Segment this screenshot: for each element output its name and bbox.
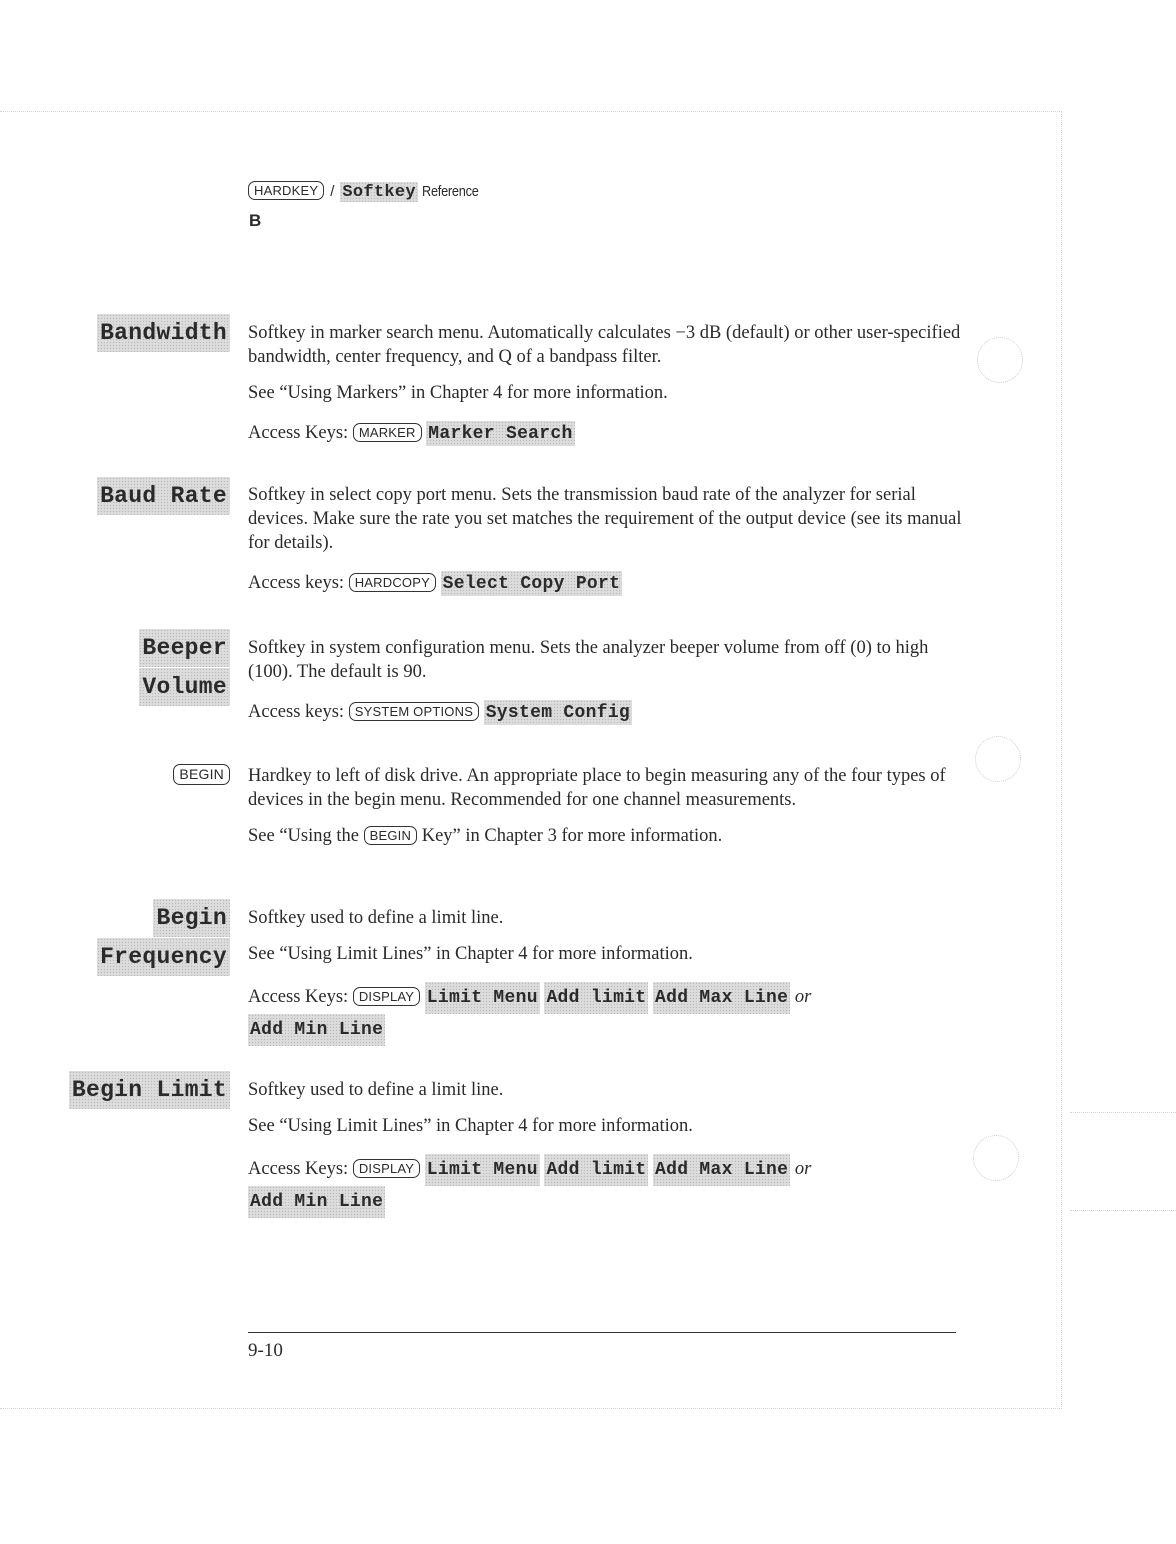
- access-label: Access keys:: [248, 702, 345, 722]
- access-label: Access keys:: [248, 573, 345, 593]
- entry-description: Softkey used to define a limit line.: [248, 908, 504, 928]
- hardkey-display: DISPLAY: [353, 987, 420, 1006]
- term-softkey-line2: Frequency: [97, 938, 230, 976]
- or-connector: or: [794, 987, 812, 1007]
- term-softkey-line1: Begin: [153, 899, 230, 937]
- term-softkey: Baud Rate: [97, 477, 230, 515]
- entry-see-also: [248, 824, 968, 848]
- entry-description: Softkey used to define a limit line.: [248, 1080, 504, 1100]
- softkey-limit-menu: Limit Menu: [425, 982, 540, 1014]
- page-edge-fragment: [1070, 1210, 1176, 1211]
- softkey-add-max-line: Add Max Line: [653, 982, 790, 1014]
- section-letter: B: [249, 211, 262, 230]
- softkey-add-min-line: Add Min Line: [248, 1014, 385, 1046]
- page-edge-bottom: [0, 1408, 1062, 1409]
- page-number: 9-10: [248, 1340, 283, 1361]
- access-keys: [248, 571, 968, 596]
- see-text-after: Key” in Chapter 3 for more information.: [421, 826, 723, 846]
- hardkey-system-options: SYSTEM OPTIONS: [349, 702, 479, 721]
- page-edge-right: [1061, 111, 1062, 1409]
- access-keys: [248, 421, 968, 446]
- softkey-add-min-line: Add Min Line: [248, 1186, 385, 1218]
- or-connector: or: [794, 1159, 812, 1179]
- entry-see-also: See “Using Limit Lines” in Chapter 4 for more information.: [248, 944, 693, 964]
- term-beeper-volume: [139, 629, 230, 707]
- term-begin-frequency: [97, 899, 230, 977]
- header-softkey-label: Softkey: [342, 183, 416, 202]
- softkey-limit-menu: Limit Menu: [425, 1154, 540, 1186]
- entry-begin-limit: [248, 1078, 968, 1230]
- entry-beeper-volume: [248, 636, 968, 737]
- page-edge-fragment: [1070, 1112, 1176, 1113]
- binder-hole: [975, 736, 1021, 782]
- softkey-select-copy-port: Select Copy Port: [441, 571, 623, 596]
- footer-rule: [248, 1332, 956, 1333]
- term-softkey: Bandwidth: [97, 314, 230, 352]
- softkey-add-limit: Add limit: [544, 982, 648, 1014]
- access-keys: [248, 700, 968, 725]
- entry-begin-frequency: [248, 906, 968, 1058]
- term-hardkey: BEGIN: [173, 764, 230, 785]
- access-keys: [248, 982, 968, 1046]
- entry-description: Softkey in select copy port menu. Sets the transmission baud rate of the analyzer for serial devices. Make sure the rate you set matches the requirement of the output device (see its manual for details).: [248, 485, 962, 553]
- header-separator: /: [330, 183, 335, 200]
- term-begin-limit: [69, 1071, 230, 1110]
- header-hardkey-label: HARDKEY: [248, 181, 324, 200]
- hardkey-hardcopy: HARDCOPY: [349, 573, 436, 592]
- hardkey-begin: BEGIN: [364, 826, 417, 845]
- access-label: Access Keys:: [248, 987, 349, 1007]
- term-begin: [173, 757, 230, 794]
- entry-description: Softkey in system configuration menu. Sets the analyzer beeper volume from off (0) to high (100). The default is 90.: [248, 638, 929, 682]
- entry-description: Softkey in marker search menu. Automatically calculates −3 dB (default) or other user-specified bandwidth, center frequency, and Q of a bandpass filter.: [248, 323, 961, 367]
- softkey-system-config: System Config: [484, 700, 632, 725]
- hardkey-marker: MARKER: [353, 423, 422, 442]
- binder-hole: [973, 1135, 1019, 1181]
- running-header: [248, 181, 488, 202]
- binder-hole: [977, 337, 1023, 383]
- term-softkey-line1: Beeper: [139, 629, 230, 667]
- entry-bandwidth: [248, 321, 968, 458]
- entry-see-also: See “Using Limit Lines” in Chapter 4 for more information.: [248, 1116, 693, 1136]
- term-softkey: Begin Limit: [69, 1071, 230, 1109]
- softkey-marker-search: Marker Search: [426, 421, 574, 446]
- hardkey-display: DISPLAY: [353, 1159, 420, 1178]
- term-baud-rate: [97, 477, 230, 516]
- header-reference-label: Reference: [421, 183, 479, 200]
- term-bandwidth: [97, 314, 230, 353]
- entry-begin: [248, 764, 968, 860]
- entry-description: Hardkey to left of disk drive. An appropriate place to begin measuring any of the four types of devices in the begin menu. Recommended for one channel measurements.: [248, 766, 946, 810]
- entry-baud-rate: [248, 483, 968, 608]
- softkey-add-limit: Add limit: [544, 1154, 648, 1186]
- term-softkey-line2: Volume: [139, 668, 230, 706]
- entry-see-also: See “Using Markers” in Chapter 4 for more information.: [248, 383, 668, 403]
- page-edge-top: [0, 111, 1062, 112]
- access-keys: [248, 1154, 968, 1218]
- access-label: Access Keys:: [248, 1159, 349, 1179]
- access-label: Access Keys:: [248, 423, 349, 443]
- softkey-add-max-line: Add Max Line: [653, 1154, 790, 1186]
- see-text-before: See “Using the: [248, 826, 359, 846]
